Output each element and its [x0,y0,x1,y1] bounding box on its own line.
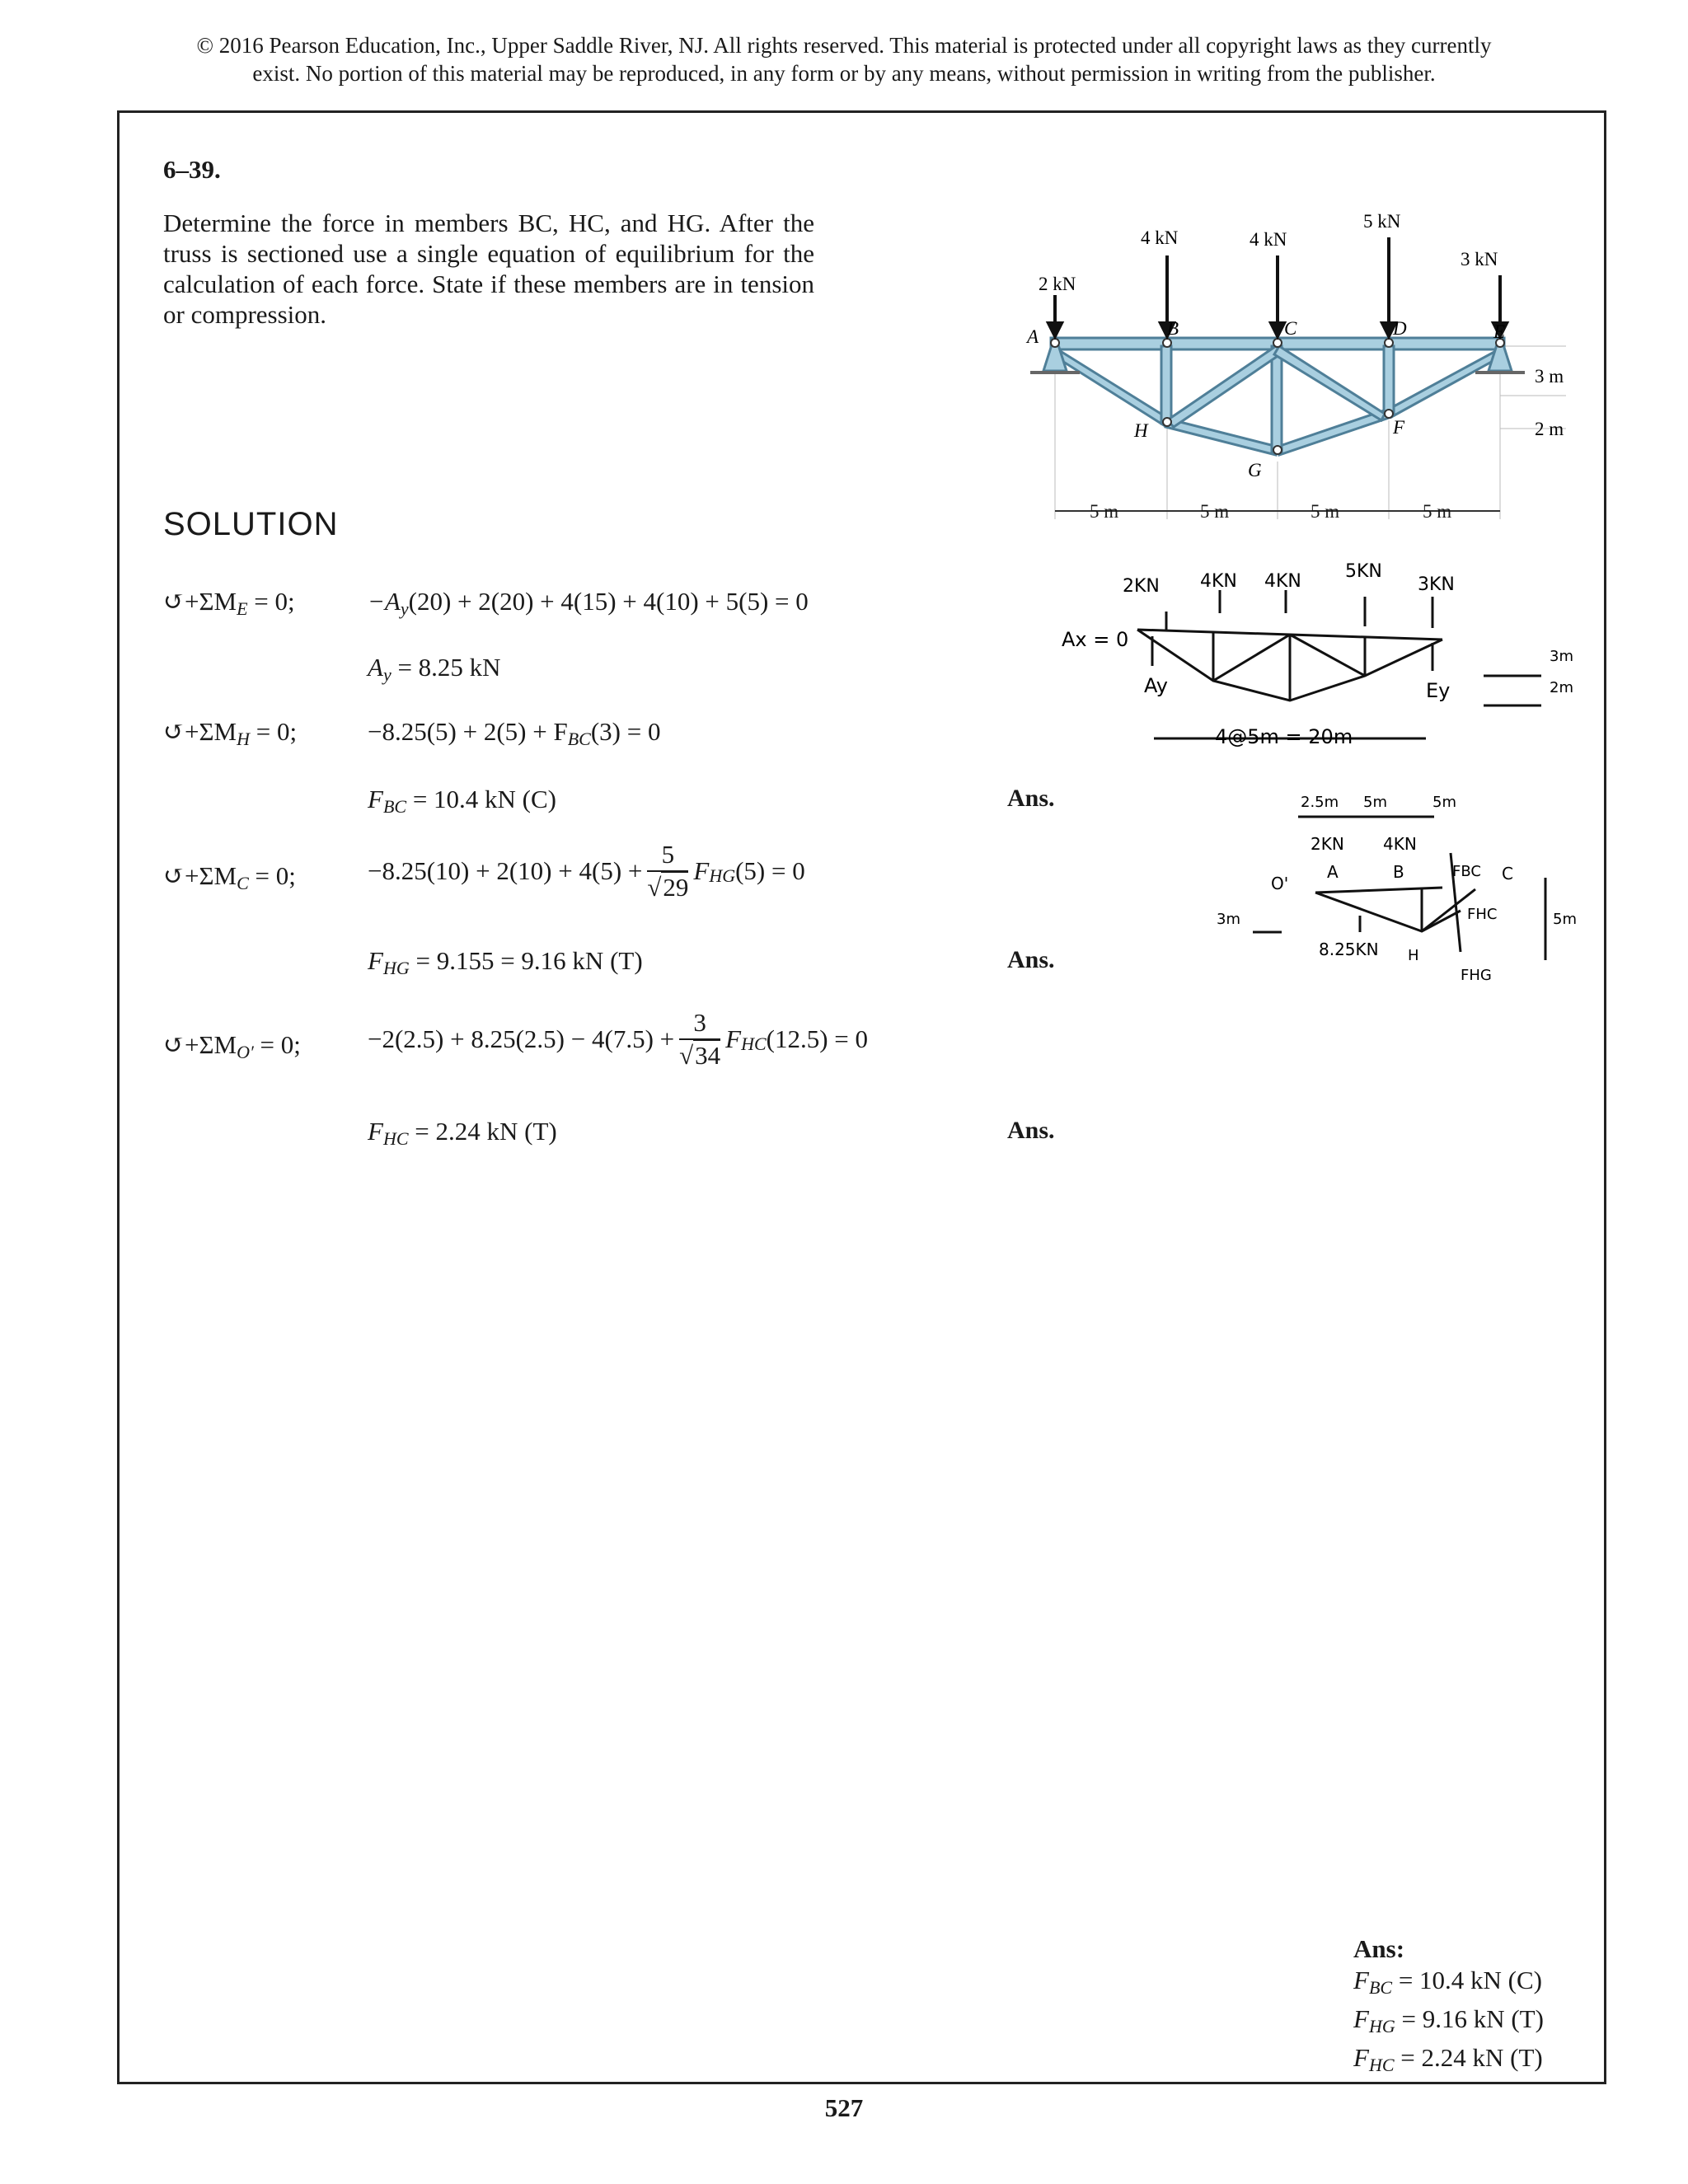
load-C-label: 4 kN [1250,229,1287,250]
eq3-label: $↺+\Sigma M_C = 0$; [163,861,296,893]
eq4-moment-about-O-prime: −2(2.5) + 8.25(2.5) − 4(7.5) + $\frac{3}{√34}$ $F_{HC}(12.5) = 0$ [368,1008,869,1070]
sketch-ey: Ey [1426,679,1451,702]
summary-FHG: $F_{HG} = 9.16$ kN (T) [1353,2004,1544,2036]
summary-heading: Ans: [1353,1934,1405,1963]
page-number: 527 [824,2093,864,2122]
eq2-moment-about-H: $-8.25(5) + 2(5) + F_{BC}(3) = 0$ [368,717,661,749]
solution-heading: SOLUTION [163,506,339,542]
dim-5m-2: 5 m [1200,501,1230,522]
truss-figure [973,198,1582,536]
dim-5m-4: 5 m [1423,501,1452,522]
problem-statement: Determine the force in members BC, HC, and HG. After the truss is sectioned use a single equation of equilibrium for the calculation of each force. State if these members are in tension or compression. [163,209,814,329]
load-E-label: 3 kN [1461,249,1498,269]
ans-label-2: Ans. [1007,946,1055,973]
load-arrows [1048,237,1507,336]
sketch-truss [1137,590,1541,738]
dimension-3m: 3 m [1535,366,1564,387]
sect-dim-3m: 3m [1217,911,1240,928]
sketch-load-5kn: 5KN [1345,561,1382,582]
node-E-label: E [1493,321,1506,342]
node-D-label: D [1393,318,1407,339]
result-Ay: $A_y = 8.25$ kN [368,653,501,685]
ans-label-1: Ans. [1007,785,1055,812]
summary-FBC: $F_{BC} = 10.4$ kN (C) [1353,1966,1543,1998]
copyright-line-1: © 2016 Pearson Education, Inc., Upper Saddle River, NJ. All rights reserved. This material is protected under all copyright laws as they currently [196,33,1492,58]
sect-load-2kn: 2KN [1311,834,1344,854]
dimension-2m: 2 m [1535,419,1564,439]
sketch-dim-2m: 2m [1550,679,1573,696]
sect-node-c: C [1502,864,1513,883]
dim-5m-3: 5 m [1311,501,1340,522]
sect-dim-5m-2: 5m [1432,794,1456,811]
section-sketch [1203,787,1599,993]
member-BH [1161,346,1171,424]
sect-dim-5m-1: 5m [1363,794,1387,811]
sect-dim-2.5m: 2.5m [1301,794,1339,811]
sketch-span: 4@5m = 20m [1215,725,1353,748]
node-C-label: C [1284,318,1297,339]
summary-FHC: $F_{HC} = 2.24$ kN (T) [1353,2043,1543,2075]
sect-node-a: A [1327,862,1339,882]
result-FHG: $F_{HG} = 9.155 = 9.16$ kN (T) [368,946,643,978]
node-B-label: B [1167,318,1179,339]
load-A-label: 2 kN [1039,274,1076,294]
result-FHC: $F_{HC} = 2.24$ kN (T) [368,1117,557,1149]
node-F-label: F [1393,417,1405,438]
sect-node-h: H [1408,947,1419,964]
member-HG [1165,419,1278,455]
free-body-sketch [1047,560,1599,758]
sect-fhc: FHC [1467,906,1498,923]
member-AH [1052,348,1169,425]
member-CF [1274,346,1385,420]
sect-reaction: 8.25KN [1319,940,1379,959]
result-FBC: $F_{BC} = 10.4$ kN (C) [368,785,557,817]
sect-load-4kn: 4KN [1383,834,1417,854]
sketch-ax: Ax = 0 [1062,628,1129,651]
member-DF [1384,346,1394,415]
dim-5m-1: 5 m [1090,501,1119,522]
node-A-label: A [1027,326,1039,347]
member-CG [1272,346,1282,452]
sketch-dim-3m: 3m [1550,648,1573,665]
load-B-label: 4 kN [1141,227,1179,248]
eq1-moment-about-E: $-A_y(20) + 2(20) + 4(15) + 4(10) + 5(5) = 0$ [368,587,809,619]
truss-members [1043,335,1512,455]
sketch-load-4kn-2: 4KN [1264,571,1301,592]
member-FE [1386,348,1505,417]
eq3-moment-about-C: −8.25(10) + 2(10) + 4(5) + $\frac{5}{√29}$ $F_{HG}(5) = 0$ [368,840,805,902]
eq4-label: $↺+\Sigma M_{O'} = 0$; [163,1030,301,1062]
sect-fbc: FBC [1452,863,1481,880]
sect-o-prime: O' [1271,874,1289,893]
node-H-label: H [1134,420,1148,441]
member-HC [1167,346,1282,427]
sect-node-b: B [1393,862,1404,882]
ans-label-3: Ans. [1007,1117,1055,1144]
sketch-ay: Ay [1144,674,1168,697]
copyright-line-2: exist. No portion of this material may be reproduced, in any form or by any means, without permission in writing from the publisher. [252,61,1436,86]
eq1-label: $↺+\Sigma M_E = 0$; [163,587,295,619]
sect-dim-5m: 5m [1553,911,1577,928]
load-D-label: 5 kN [1363,211,1401,232]
sect-fhg: FHG [1461,967,1492,984]
eq2-label: $↺+\Sigma M_H = 0$; [163,717,298,749]
sketch-load-2kn: 2KN [1123,576,1160,597]
sketch-load-3kn: 3KN [1418,574,1455,595]
sketch-load-4kn-1: 4KN [1200,571,1237,592]
node-G-label: G [1248,460,1262,480]
problem-number: 6–39. [163,155,221,184]
answer-summary [1353,1933,1544,2081]
copyright-notice [0,31,1688,87]
